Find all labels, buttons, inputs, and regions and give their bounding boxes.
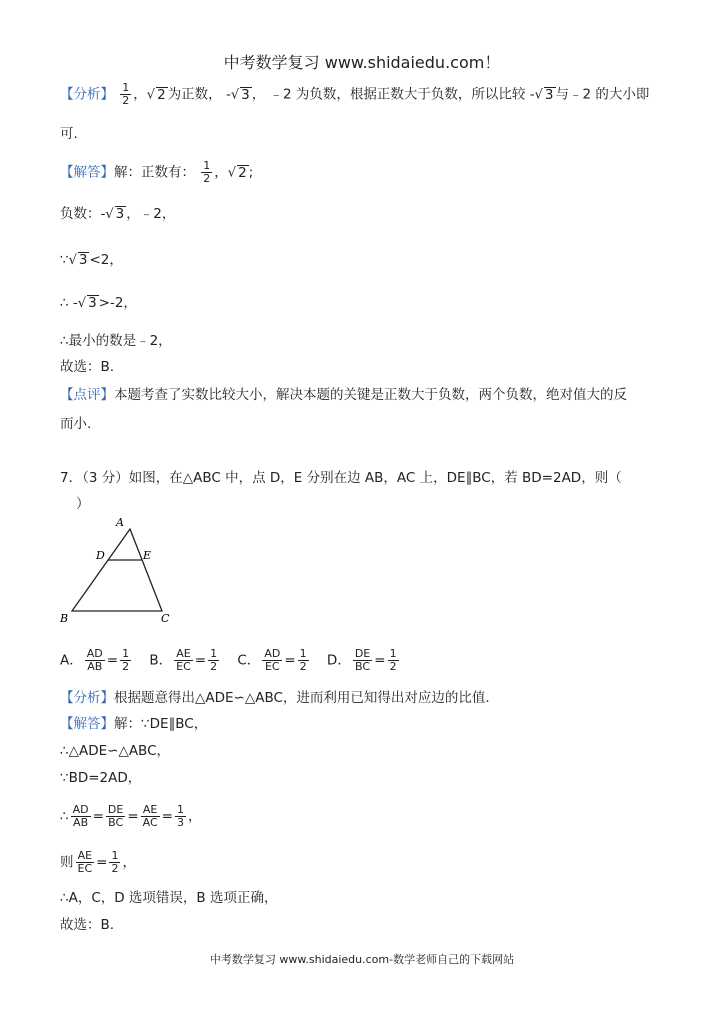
comment-tag: 【点评】 xyxy=(60,387,114,403)
q7-solution: 【解答】解：∵DE∥BC， xyxy=(60,716,208,732)
q7-then: 则 $\frac{AE}{EC}$ = $\frac{1}{2}$ ， xyxy=(60,849,136,875)
fraction-half: $\frac{1}{2}$ xyxy=(122,81,130,107)
option-b[interactable]: B． $\frac{AE}{EC}$ = $\frac{1}{2}$ xyxy=(149,647,218,673)
option-c[interactable]: C． $\frac{AD}{EC}$ = $\frac{1}{2}$ xyxy=(237,647,307,673)
label-b: B xyxy=(60,612,69,625)
page-footer: 中考数学复习 www.shidaiedu.com-数学老师自己的下载网站 xyxy=(209,953,515,966)
label-c: C xyxy=(161,612,170,625)
q7-analysis: 【分析】根据题意得出△ADE∽△ABC，进而利用已知得出对应边的比值. xyxy=(60,690,490,706)
q7-stem: 7．（3 分）如图，在△ABC 中，点 D，E 分别在边 AB，AC 上，DE∥BC，若 BD=2AD，则（ xyxy=(60,470,622,486)
triangle-abc xyxy=(72,529,162,611)
q7-given: ∵BD=2AD， xyxy=(60,770,142,786)
sqrt-three: 3 xyxy=(241,86,250,103)
q7-similar: ∴△ADE∽△ABC， xyxy=(60,743,171,759)
label-e: E xyxy=(143,549,152,562)
q6-choice: 故选：B. xyxy=(60,359,115,375)
label-a: A xyxy=(116,516,124,529)
solution-tag: 【解答】 xyxy=(60,716,114,732)
q6-smallest: ∴最小的数是﹣2， xyxy=(60,333,172,349)
q7-choice: 故选：B. xyxy=(60,917,115,933)
option-a[interactable]: A． $\frac{AD}{AB}$ = $\frac{1}{2}$ xyxy=(60,647,130,673)
solution-tag: 【解答】 xyxy=(60,164,114,181)
sqrt-two: 2 xyxy=(157,86,166,103)
q7-ratio: ∴ $\frac{AD}{AB}$ = $\frac{DE}{BC}$ = $\frac{AE}{AC}$ = $\frac{1}{3}$ ， xyxy=(60,803,202,829)
analysis-tag: 【分析】 xyxy=(60,86,114,103)
analysis-tag: 【分析】 xyxy=(60,690,114,706)
q6-comment: 【点评】本题考查了实数比较大小，解决本题的关键是正数大于负数，两个负数，绝对值大的反 xyxy=(60,387,627,403)
page-header: 中考数学复习 www.shidaiedu.com！ xyxy=(223,53,501,72)
q6-comment-cont: 而小. xyxy=(60,416,92,432)
label-d: D xyxy=(96,549,105,562)
q7-stem-cont: ） xyxy=(76,496,90,512)
q7-options xyxy=(60,648,413,673)
q6-analysis-cont: 可. xyxy=(60,126,78,142)
q6-negatives: 负数：-√ 3 ，﹣2， xyxy=(60,206,176,222)
q6-analysis: 【分析】 $\frac{1}{2}$ ，√ 2 为正数， -√ 3 ， ﹣2 为负数，根据正数大于负数，所以比较 -√ 3 与﹣2 的大小即 xyxy=(60,81,650,107)
q7-wrong: ∴A，C，D 选项错误，B 选项正确， xyxy=(60,890,278,906)
triangle-figure xyxy=(58,515,173,627)
q6-therefore: ∴ -√ 3 >-2， xyxy=(60,295,137,311)
q6-solution: 【解答】解：正数有： $\frac{1}{2}$ ，√ 2 ; xyxy=(60,159,254,185)
option-d[interactable]: D． $\frac{DE}{BC}$ = $\frac{1}{2}$ xyxy=(326,647,397,673)
q6-because: ∵√ 3 <2， xyxy=(60,252,123,268)
